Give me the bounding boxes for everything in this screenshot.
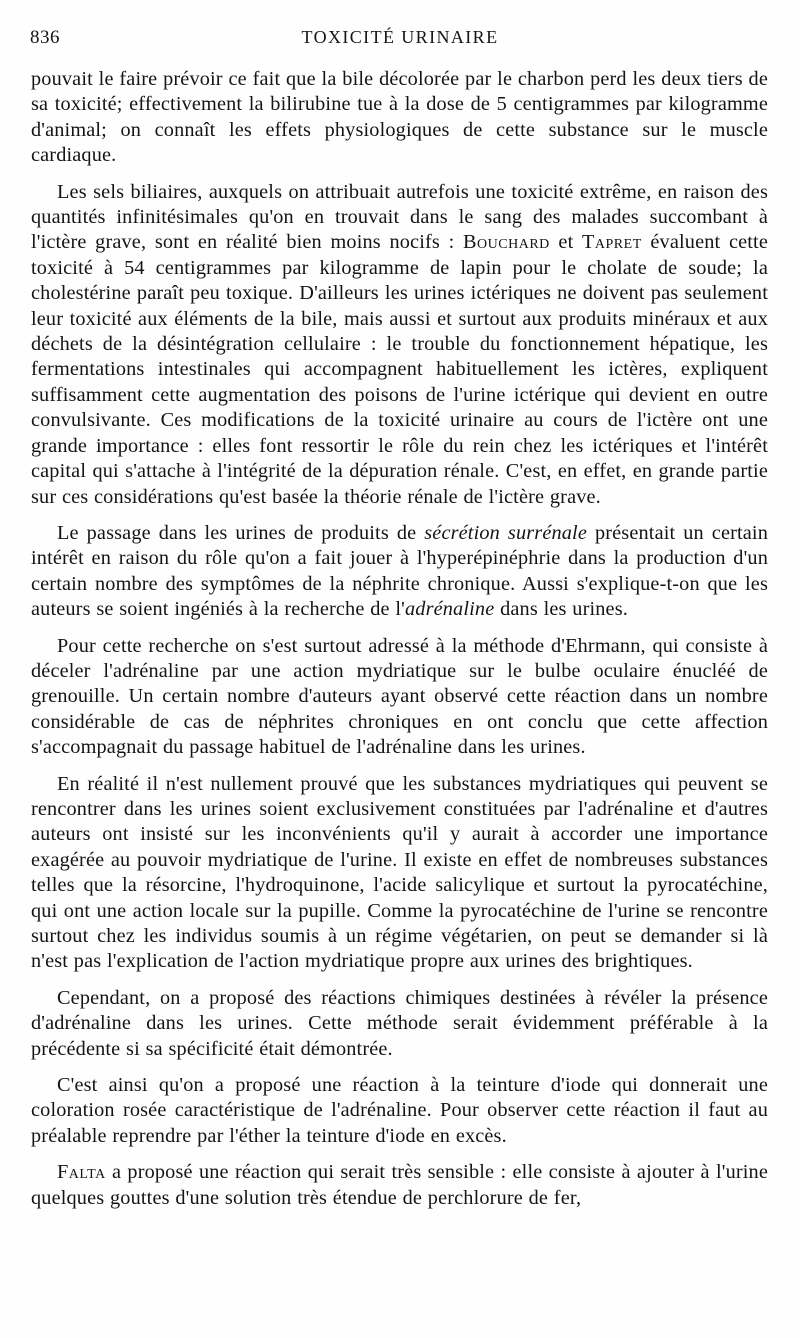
paragraph-secretion-surrenale (31, 521, 768, 623)
author-name-tapret: Tapret (582, 231, 642, 254)
paragraph-text: En réalité il n'est nullement prouvé que les substances mydriatiques qui peuvent se rencontrer dans les urines soient exclusivement constituées par l'adrénaline et d'autres auteurs ont insisté sur les inconvénients qu'il y aurait à accorder une importance exagérée au pouvoir mydriatique de l'urine. Il existe en effet de nombreuses substances telles que la résorcine, l'hydroquinone, l'acide salicylique et surtout la pyrocatéchine, qui ont une action locale sur la pupille. Comme la pyrocatéchine de l'urine se rencontre surtout chez les individus soumis à un régime végétarien, on peut se demander si là n'est pas l'explication de l'action mydriatique propre aux urines des brightiques. (31, 772, 768, 973)
paragraph-sels-biliaires (31, 180, 768, 510)
italic-term-secretion-surrenale: sécrétion surrénale (424, 521, 587, 544)
paragraph-text: Cependant, on a proposé des réactions chimiques destinées à révéler la présence d'adrénaline dans les urines. Cette méthode serait évidemment préférable à la précédente si sa spécificité était démontrée. (31, 986, 768, 1060)
paragraph-reactions-chimiques (31, 986, 768, 1062)
paragraph-text: C'est ainsi qu'on a proposé une réaction à la teinture d'iode qui donnerait une coloration rosée caractéristique de l'adrénaline. Pour observer cette réaction il faut au préalable reprendre par l'éther la teinture d'iode en excès. (31, 1074, 768, 1147)
paragraph-bilirubine (31, 67, 768, 169)
paragraph-text: Le passage dans les urines de produits de (57, 521, 425, 544)
paragraph-methode-ehrmann (31, 634, 768, 761)
paragraph-text: pouvait le faire prévoir ce fait que la bile décolorée par le charbon perd les deux tiers de sa toxicité; effectivement la bilirubine tue à la dose de 5 centigrammes par kilogramme d'animal; on connaît les effets physiologiques de cette substance sur le muscle cardiaque. (31, 68, 768, 167)
paragraph-teinture-iode (31, 1073, 768, 1149)
author-name-bouchard: Bouchard (463, 231, 550, 254)
paragraph-text: présentait un certain intérêt en raison du rôle qu'on a fait jouer à l'hyperépinéphrie dans la production d'un certain nombre des symptômes de la néphrite chronique. Aussi s'explique-t-on que les auteurs se soient ingéniés à la recherche de l' (31, 521, 769, 621)
author-name-falta: Falta (57, 1161, 106, 1184)
paragraph-reaction-falta (31, 1160, 768, 1211)
paragraph-text: a proposé une réaction qui serait très sensible : elle consiste à ajouter à l'urine quelques gouttes d'une solution très étendue de perchlorure de fer, (31, 1161, 768, 1209)
page-number: 836 (30, 27, 60, 48)
paragraph-text: Pour cette recherche on s'est surtout adressé à la méthode d'Ehrmann, qui consiste à déceler l'adrénaline par une action mydriatique sur le bulbe oculaire énucléé de grenouille. Un certain nombre d'auteurs ayant observé cette réaction dans un nombre considérable de cas de néphrites chroniques en ont conclu que cette affection s'accompagnait du passage habituel de l'adrénaline dans les urines. (31, 634, 768, 759)
paragraph-text: Les sels biliaires, auxquels on attribuait autrefois une toxicité extrême, en raison des quantités infinitésimales qu'on en trouvait dans le sang des malades succombant à l'ictère grave, sont en réalité bien moins nocifs : (31, 180, 768, 254)
body-text (31, 67, 768, 1211)
running-title: TOXICITÉ URINAIRE (301, 27, 499, 47)
paragraph-substances-mydriatiques (31, 772, 768, 975)
page-header (30, 22, 770, 52)
paragraph-text: évaluent cette toxicité à 54 centigrammes par kilogramme de lapin pour le cholate de soude; la cholestérine paraît peu toxique. D'ailleurs les urines ictériques ne doivent pas seulement leur toxicité aux éléments de la bile, mais aussi et surtout aux produits minéraux et aux déchets de la désintégration cellulaire : le trouble du fonctionnement hépatique, les fermentations intestinales qui accompagnent habituellement les ictères, expliquent suffisamment cette augmentation des poisons de l'urine ictérique qui devient en outre convulsivante. Ces modifications de la toxicité urinaire au cours de l'ictère ont une grande importance : elles font ressortir le rôle du rein chez les ictériques et l'intérêt capital qui s'attache à l'intégrité de la dépuration rénale. C'est, en effet, en grande partie sur ces considérations qu'est basée la théorie rénale de l'ictère grave. (31, 231, 768, 508)
paragraph-text: dans les urines. (494, 598, 628, 621)
paragraph-text: et (549, 231, 583, 254)
italic-term-adrenaline: adrénaline (404, 598, 495, 621)
